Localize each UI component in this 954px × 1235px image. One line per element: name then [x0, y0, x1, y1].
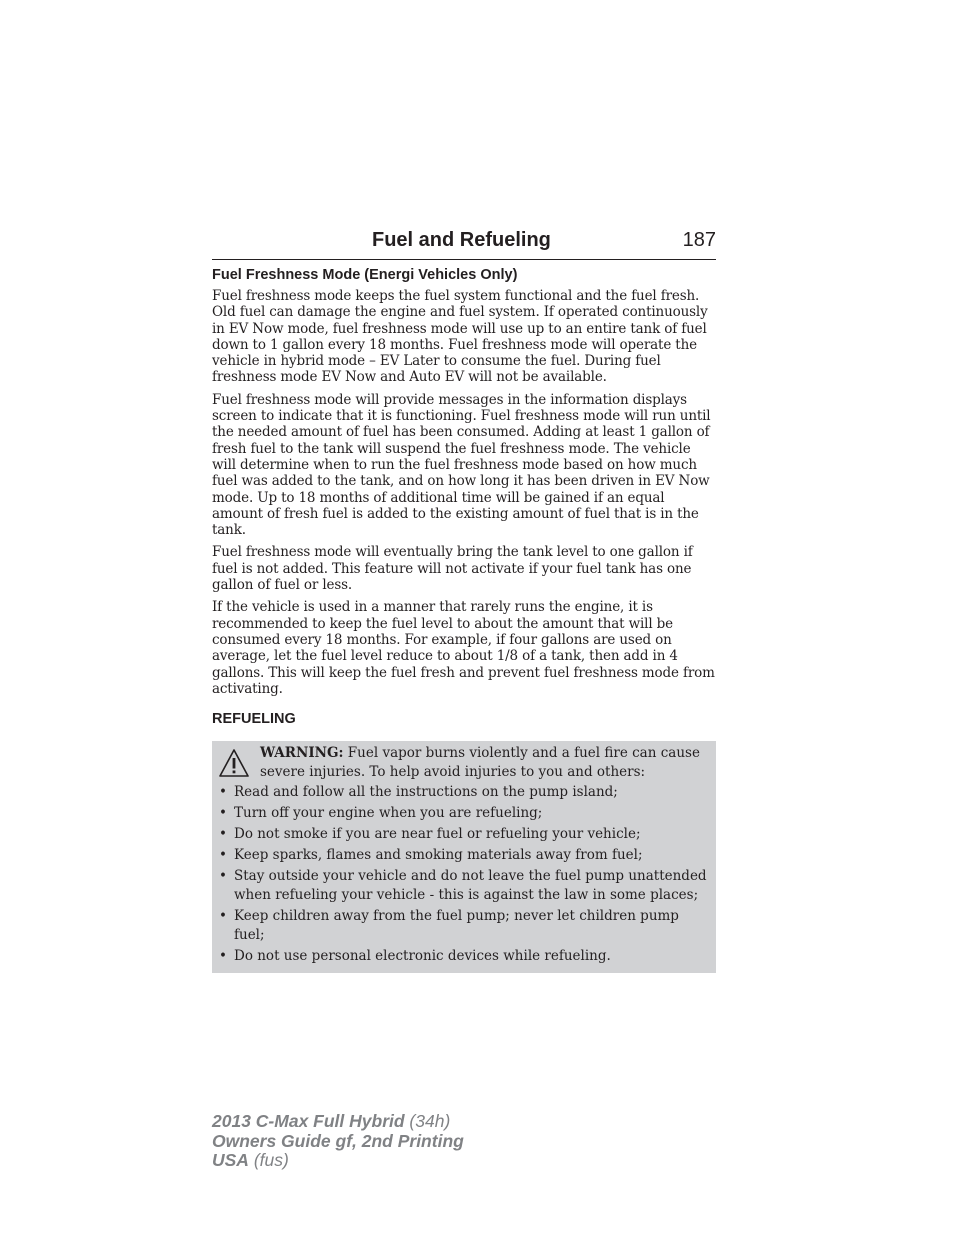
footer-region-code: (fus) — [248, 1150, 289, 1170]
warning-triangle-icon — [218, 748, 250, 778]
page-content — [212, 229, 716, 973]
paragraph: Fuel freshness mode will provide messages in the information displays screen to indicate that it is functioning. Fuel freshness mode will run until the needed amount of fuel has been consumed. Adding at least 1 gallon of fresh fuel to the tank will suspend the fuel freshness mode. The vehicle will determine when to run the fuel freshness mode based on how much fuel was added to the tank, and on how long it has been driven in EV Now mode. Up to 18 months of additional time will be gained if an equal amount of fresh fuel is added to the existing amount of fuel that is in the tank. — [212, 391, 711, 539]
list-item: • Stay outside your vehicle and do not leave the fuel pump unattended when refueling your vehicle - this is against the law in some places; — [216, 867, 710, 905]
page-number: 187 — [682, 229, 716, 251]
footer-region: USA — [212, 1150, 249, 1170]
warning-bullet-list — [216, 783, 710, 966]
warning-header — [216, 743, 710, 781]
page-footer — [212, 1112, 464, 1171]
warning-label: WARNING: — [260, 745, 344, 762]
list-item: • Read and follow all the instructions on the pump island; — [216, 783, 710, 802]
warning-text — [260, 743, 710, 781]
list-item: • Do not use personal electronic devices while refueling. — [216, 947, 710, 966]
list-item: • Turn off your engine when you are refueling; — [216, 804, 710, 823]
warning-message: Fuel vapor burns violently and a fuel fire can cause severe injuries. To help avoid injuries to you and others: — [260, 745, 700, 780]
footer-line-model — [212, 1112, 464, 1132]
footer-model: 2013 C-Max Full Hybrid — [212, 1111, 405, 1131]
paragraph: Fuel freshness mode will eventually bring the tank level to one gallon if fuel is not added. This feature will not activate if your fuel tank has one gallon of fuel or less. — [212, 544, 693, 594]
warning-box — [212, 741, 716, 973]
section-heading-fuel-freshness: Fuel Freshness Mode (Energi Vehicles Only) — [212, 267, 518, 283]
list-item: • Keep children away from the fuel pump; never let children pump fuel; — [216, 907, 710, 945]
page-title: Fuel and Refueling — [372, 229, 551, 251]
page-header — [212, 229, 716, 260]
footer-line-guide — [212, 1132, 464, 1152]
paragraph: Fuel freshness mode keeps the fuel system functional and the fuel fresh. Old fuel can damage the engine and fuel system. If operated continuously in EV Now mode, fuel freshness mode will use up to an entire tank of fuel down to 1 gallon every 18 months. Fuel freshness mode will operate the vehicle in hybrid mode – EV Later to consume the fuel. During fuel freshness mode EV Now and Auto EV will not be available. — [212, 288, 708, 386]
list-item: • Do not smoke if you are near fuel or refueling your vehicle; — [216, 825, 710, 844]
footer-line-region — [212, 1151, 464, 1171]
section-heading-refueling: REFUELING — [212, 711, 296, 728]
footer-model-code: (34h) — [404, 1111, 451, 1131]
footer-guide: Owners Guide gf, 2nd Printing — [212, 1130, 464, 1151]
list-item: • Keep sparks, flames and smoking materials away from fuel; — [216, 846, 710, 865]
paragraph: If the vehicle is used in a manner that rarely runs the engine, it is recommended to keep the fuel level to about the amount that will be consumed every 18 months. For example, if four gallons are used on average, let the fuel level reduce to about 1/8 of a tank, then add in 4 gallons. This will keep the fuel fresh and prevent fuel freshness mode from activating. — [212, 599, 715, 697]
